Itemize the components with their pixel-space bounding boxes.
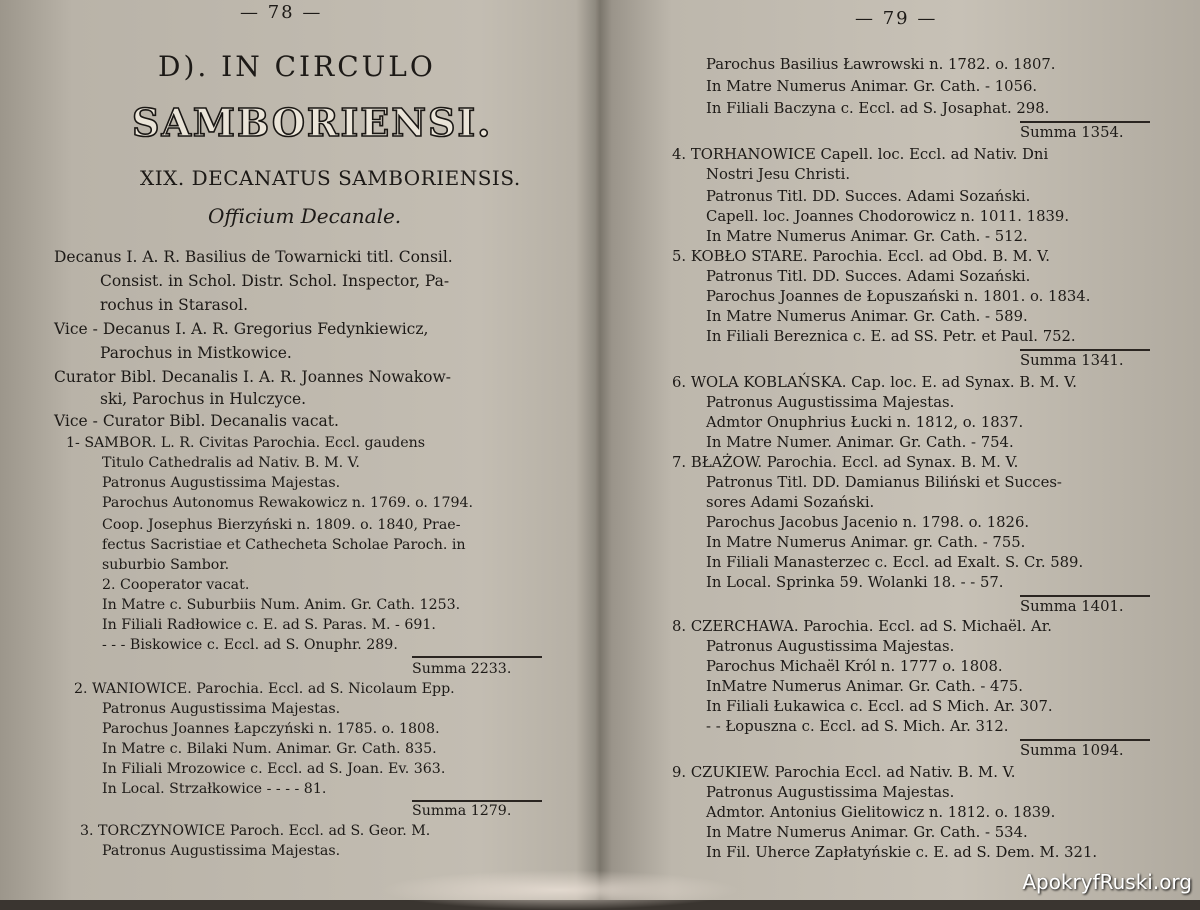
text-line: 6. WOLA KOBLAŃSKA. Cap. loc. E. ad Synax. B. M. V. xyxy=(672,374,1077,391)
text-line: In Filiali Baczyna c. Eccl. ad S. Josaphat. 298. xyxy=(706,100,1050,117)
text-line: In Matre c. Bilaki Num. Animar. Gr. Cath. 835. xyxy=(102,741,437,757)
sum-line: Summa 2233. xyxy=(412,661,512,677)
sum-line: Summa 1094. xyxy=(1020,742,1124,759)
officium-heading: Officium Decanale. xyxy=(208,204,402,228)
circle-heading: D). IN CIRCULO xyxy=(158,50,436,83)
text-line: In Filiali Manasterzec c. Eccl. ad Exalt. S. Cr. 589. xyxy=(706,554,1084,571)
text-line: Parochus Joannes de Łopuszański n. 1801. o. 1834. xyxy=(706,288,1091,305)
sum-rule xyxy=(1020,739,1150,741)
text-line: 1- SAMBOR. L. R. Civitas Parochia. Eccl. gaudens xyxy=(66,435,426,451)
text-line: Coop. Josephus Bierzyński n. 1809. o. 1840, Prae- xyxy=(102,517,461,533)
text-line: - - Łopuszna c. Eccl. ad S. Mich. Ar. 312. xyxy=(706,718,1009,735)
text-line: Admtor Onuphrius Łucki n. 1812, o. 1837. xyxy=(706,414,1024,431)
right-page xyxy=(672,0,1160,900)
text-line: 4. TORHANOWICE Capell. loc. Eccl. ad Nativ. Dni xyxy=(672,146,1049,163)
text-line: Vice - Decanus I. A. R. Gregorius Fedynkiewicz, xyxy=(54,320,429,338)
text-line: Decanus I. A. R. Basilius de Towarnicki titl. Consil. xyxy=(54,248,453,266)
text-line: In Filiali Łukawica c. Eccl. ad S Mich. Ar. 307. xyxy=(706,698,1053,715)
text-line: Patronus Augustissima Majestas. xyxy=(102,701,341,717)
text-line: Patronus Titl. DD. Succes. Adami Sozański. xyxy=(706,268,1031,285)
text-line: In Matre Numerus Animar. Gr. Cath. - 1056. xyxy=(706,78,1038,95)
text-line: 5. KOBŁO STARE. Parochia. Eccl. ad Obd. B. M. V. xyxy=(672,248,1050,265)
text-line: Nostri Jesu Christi. xyxy=(706,166,851,183)
sum-line: Summa 1401. xyxy=(1020,598,1124,615)
text-line: InMatre Numerus Animar. Gr. Cath. - 475. xyxy=(706,678,1023,695)
page-number: — 79 — xyxy=(855,8,938,29)
sum-line: Summa 1341. xyxy=(1020,352,1124,369)
text-line: In Matre Numerus Animar. Gr. Cath. - 589. xyxy=(706,308,1028,325)
text-line: In Matre Numer. Animar. Gr. Cath. - 754. xyxy=(706,434,1014,451)
text-line: In Matre c. Suburbiis Num. Anim. Gr. Cath. 1253. xyxy=(102,597,461,613)
sum-rule xyxy=(1020,121,1150,123)
text-line: Parochus Joannes Łapczyński n. 1785. o. 1808. xyxy=(102,721,440,737)
text-line: 9. CZUKIEW. Parochia Eccl. ad Nativ. B. M. V. xyxy=(672,764,1016,781)
text-line: In Matre Numerus Animar. Gr. Cath. - 512. xyxy=(706,228,1028,245)
text-line: Patronus Augustissima Majestas. xyxy=(102,843,341,859)
circle-name: SAMBORIENSI. xyxy=(132,100,493,145)
text-line: Capell. loc. Joannes Chodorowicz n. 1011. 1839. xyxy=(706,208,1070,225)
text-line: Patronus Augustissima Majestas. xyxy=(706,394,955,411)
text-line: Patronus Augustissima Majestas. xyxy=(706,784,955,801)
text-line: Parochus Jacobus Jacenio n. 1798. o. 1826. xyxy=(706,514,1030,531)
text-line: In Filiali Radłowice c. E. ad S. Paras. M. - 691. xyxy=(102,617,436,633)
text-line: Parochus in Mistkowice. xyxy=(100,344,292,362)
text-line: In Local. Strzałkowice - - - - 81. xyxy=(102,781,327,797)
text-line: Titulo Cathedralis ad Nativ. B. M. V. xyxy=(102,455,360,471)
finger-shadow xyxy=(380,870,740,910)
text-line: fectus Sacristiae et Cathecheta Scholae Paroch. in xyxy=(102,537,466,553)
text-line: 8. CZERCHAWA. Parochia. Eccl. ad S. Michaël. Ar. xyxy=(672,618,1052,635)
text-line: In Filiali Bereznica c. E. ad SS. Petr. et Paul. 752. xyxy=(706,328,1076,345)
text-line: 2. Cooperator vacat. xyxy=(102,577,250,593)
text-line: Curator Bibl. Decanalis I. A. R. Joannes Nowakow- xyxy=(54,368,451,386)
text-line: Vice - Curator Bibl. Decanalis vacat. xyxy=(54,412,339,430)
text-line: 3. TORCZYNOWICE Paroch. Eccl. ad S. Geor. M. xyxy=(80,823,431,839)
text-line: Patronus Augustissima Majestas. xyxy=(706,638,955,655)
text-line: Parochus Basilius Ławrowski n. 1782. o. 1807. xyxy=(706,56,1056,73)
text-line: In Matre Numerus Animar. Gr. Cath. - 534. xyxy=(706,824,1028,841)
sum-line: Summa 1279. xyxy=(412,803,512,819)
text-line: In Local. Sprinka 59. Wolanki 18. - - 57. xyxy=(706,574,1004,591)
text-line: 2. WANIOWICE. Parochia. Eccl. ad S. Nicolaum Epp. xyxy=(74,681,455,697)
text-line: Admtor. Antonius Gielitowicz n. 1812. o. 1839. xyxy=(706,804,1056,821)
left-page xyxy=(40,0,580,900)
text-line: ski, Parochus in Hulczyce. xyxy=(100,390,307,408)
sum-line: Summa 1354. xyxy=(1020,124,1124,141)
text-line: In Matre Numerus Animar. gr. Cath. - 755. xyxy=(706,534,1026,551)
text-line: Patronus Titl. DD. Damianus Biliński et Succes- xyxy=(706,474,1062,491)
decanatus-heading: XIX. DECANATUS SAMBORIENSIS. xyxy=(140,166,521,190)
text-line: suburbio Sambor. xyxy=(102,557,230,573)
sum-rule xyxy=(1020,595,1150,597)
text-line: sores Adami Sozański. xyxy=(706,494,875,511)
text-line: In Filiali Mrozowice c. Eccl. ad S. Joan. Ev. 363. xyxy=(102,761,446,777)
page-number: — 78 — xyxy=(240,2,323,23)
text-line: rochus in Starasol. xyxy=(100,296,249,314)
text-line: Patronus Augustissima Majestas. xyxy=(102,475,341,491)
text-line: Parochus Autonomus Rewakowicz n. 1769. o. 1794. xyxy=(102,495,474,511)
text-line: 7. BŁAŻOW. Parochia. Eccl. ad Synax. B. M. V. xyxy=(672,454,1019,471)
text-line: In Fil. Uherce Zapłatyńskie c. E. ad S. Dem. M. 321. xyxy=(706,844,1098,861)
sum-rule xyxy=(412,656,542,658)
watermark: ApokryfRuski.org xyxy=(1022,870,1192,894)
text-line: - - - Biskowice c. Eccl. ad S. Onuphr. 289. xyxy=(102,637,398,653)
sum-rule xyxy=(1020,349,1150,351)
text-line: Consist. in Schol. Distr. Schol. Inspector, Pa- xyxy=(100,272,450,290)
text-line: Patronus Titl. DD. Succes. Adami Sozański. xyxy=(706,188,1031,205)
text-line: Parochus Michaël Król n. 1777 o. 1808. xyxy=(706,658,1003,675)
